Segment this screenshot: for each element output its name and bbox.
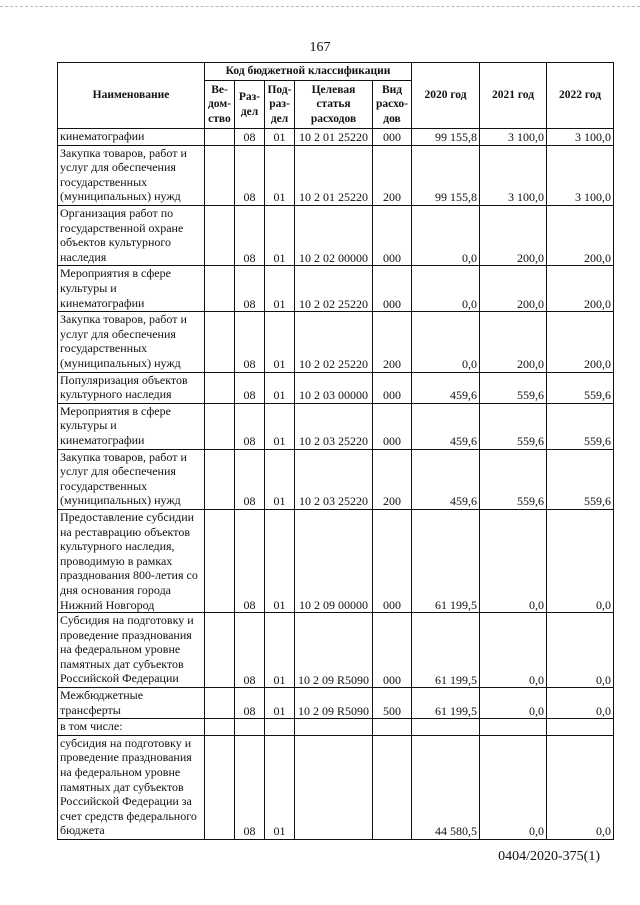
row-expense-type: 200 bbox=[373, 312, 412, 372]
row-expense-type: 500 bbox=[373, 688, 412, 719]
row-amount-2021 bbox=[480, 719, 547, 736]
row-podrazdel: 01 bbox=[265, 449, 295, 509]
row-expense-type: 000 bbox=[373, 372, 412, 403]
row-target-article bbox=[295, 735, 373, 839]
table-row bbox=[58, 719, 614, 736]
row-target-article: 10 2 01 25220 bbox=[295, 145, 373, 205]
budget-table bbox=[57, 62, 614, 840]
row-podrazdel: 01 bbox=[265, 205, 295, 265]
row-podrazdel: 01 bbox=[265, 312, 295, 372]
row-expense-type: 000 bbox=[373, 613, 412, 688]
row-amount-2021: 559,6 bbox=[480, 449, 547, 509]
table-row bbox=[58, 205, 614, 265]
row-name: кинематографии bbox=[58, 129, 205, 146]
row-vedomstvo bbox=[205, 735, 235, 839]
row-razdel: 08 bbox=[235, 129, 265, 146]
row-podrazdel: 01 bbox=[265, 372, 295, 403]
row-razdel: 08 bbox=[235, 145, 265, 205]
row-amount-2020 bbox=[412, 719, 480, 736]
row-podrazdel: 01 bbox=[265, 403, 295, 449]
row-name: Мероприятия в сфере культуры и кинематографии bbox=[58, 266, 205, 312]
row-vedomstvo bbox=[205, 145, 235, 205]
row-amount-2021: 559,6 bbox=[480, 372, 547, 403]
header-name: Наименование bbox=[58, 63, 205, 129]
header-expense-type: Вид расхо-дов bbox=[373, 81, 412, 129]
table-row bbox=[58, 403, 614, 449]
row-amount-2020: 99 155,8 bbox=[412, 145, 480, 205]
row-razdel: 08 bbox=[235, 509, 265, 612]
row-amount-2022: 0,0 bbox=[547, 735, 614, 839]
row-amount-2021: 0,0 bbox=[480, 509, 547, 612]
row-amount-2020: 459,6 bbox=[412, 449, 480, 509]
row-name: Закупка товаров, работ и услуг для обеспечения государственных (муниципальных) нужд bbox=[58, 312, 205, 372]
table-row bbox=[58, 735, 614, 839]
row-target-article: 10 2 03 25220 bbox=[295, 449, 373, 509]
row-razdel: 08 bbox=[235, 372, 265, 403]
row-razdel: 08 bbox=[235, 735, 265, 839]
row-amount-2022: 3 100,0 bbox=[547, 145, 614, 205]
header-2022: 2022 год bbox=[547, 63, 614, 129]
row-name: Мероприятия в сфере культуры и кинематографии bbox=[58, 403, 205, 449]
row-target-article: 10 2 09 R5090 bbox=[295, 613, 373, 688]
row-podrazdel: 01 bbox=[265, 129, 295, 146]
row-podrazdel: 01 bbox=[265, 266, 295, 312]
row-razdel: 08 bbox=[235, 266, 265, 312]
header-budget-classification: Код бюджетной классификации bbox=[205, 63, 412, 81]
row-name: Популяризация объектов культурного наследия bbox=[58, 372, 205, 403]
row-target-article: 10 2 02 00000 bbox=[295, 205, 373, 265]
row-amount-2022: 200,0 bbox=[547, 205, 614, 265]
header-2021: 2021 год bbox=[480, 63, 547, 129]
row-vedomstvo bbox=[205, 613, 235, 688]
row-name: Межбюджетные трансферты bbox=[58, 688, 205, 719]
row-target-article: 10 2 03 00000 bbox=[295, 372, 373, 403]
row-expense-type: 200 bbox=[373, 145, 412, 205]
header-2020: 2020 год bbox=[412, 63, 480, 129]
row-name: Закупка товаров, работ и услуг для обеспечения государственных (муниципальных) нужд bbox=[58, 449, 205, 509]
row-vedomstvo bbox=[205, 372, 235, 403]
header-podrazdel: Под-раз-дел bbox=[265, 81, 295, 129]
row-amount-2020: 99 155,8 bbox=[412, 129, 480, 146]
row-amount-2021: 559,6 bbox=[480, 403, 547, 449]
row-razdel bbox=[235, 719, 265, 736]
row-name: субсидия на подготовку и проведение празднования на федеральном уровне памятных дат субъектов Российской Федерации за счет средств федерального бюджета bbox=[58, 735, 205, 839]
row-podrazdel: 01 bbox=[265, 145, 295, 205]
row-target-article: 10 2 02 25220 bbox=[295, 312, 373, 372]
row-name: Закупка товаров, работ и услуг для обеспечения государственных (муниципальных) нужд bbox=[58, 145, 205, 205]
row-podrazdel: 01 bbox=[265, 688, 295, 719]
row-amount-2022: 559,6 bbox=[547, 372, 614, 403]
row-amount-2021: 200,0 bbox=[480, 205, 547, 265]
row-amount-2020: 459,6 bbox=[412, 403, 480, 449]
row-name: Предоставление субсидии на реставрацию объектов культурного наследия, проводимую в рамках празднования 800-летия со дня основания города Нижний Новгород bbox=[58, 509, 205, 612]
table-row bbox=[58, 312, 614, 372]
row-expense-type: 000 bbox=[373, 129, 412, 146]
row-amount-2020: 44 580,5 bbox=[412, 735, 480, 839]
row-amount-2022 bbox=[547, 719, 614, 736]
row-amount-2022: 559,6 bbox=[547, 449, 614, 509]
header-vedomstvo: Ве-дом-ство bbox=[205, 81, 235, 129]
table-row bbox=[58, 613, 614, 688]
row-amount-2021: 0,0 bbox=[480, 735, 547, 839]
table-row bbox=[58, 266, 614, 312]
row-name: в том числе: bbox=[58, 719, 205, 736]
row-name: Организация работ по государственной охране объектов культурного наследия bbox=[58, 205, 205, 265]
row-target-article: 10 2 09 00000 bbox=[295, 509, 373, 612]
table-row bbox=[58, 129, 614, 146]
row-expense-type: 200 bbox=[373, 449, 412, 509]
row-target-article: 10 2 02 25220 bbox=[295, 266, 373, 312]
row-razdel: 08 bbox=[235, 613, 265, 688]
row-target-article: 10 2 03 25220 bbox=[295, 403, 373, 449]
row-vedomstvo bbox=[205, 688, 235, 719]
row-amount-2021: 3 100,0 bbox=[480, 145, 547, 205]
row-amount-2021: 0,0 bbox=[480, 613, 547, 688]
row-expense-type: 000 bbox=[373, 266, 412, 312]
table-row bbox=[58, 145, 614, 205]
row-podrazdel: 01 bbox=[265, 613, 295, 688]
row-razdel: 08 bbox=[235, 403, 265, 449]
row-name: Субсидия на подготовку и проведение празднования на федеральном уровне памятных дат субъектов Российской Федерации bbox=[58, 613, 205, 688]
row-razdel: 08 bbox=[235, 688, 265, 719]
row-amount-2020: 61 199,5 bbox=[412, 613, 480, 688]
row-expense-type: 000 bbox=[373, 509, 412, 612]
table-row bbox=[58, 449, 614, 509]
row-amount-2021: 0,0 bbox=[480, 688, 547, 719]
row-vedomstvo bbox=[205, 449, 235, 509]
row-expense-type bbox=[373, 735, 412, 839]
page-number: 167 bbox=[309, 40, 331, 55]
row-amount-2022: 200,0 bbox=[547, 266, 614, 312]
row-podrazdel: 01 bbox=[265, 509, 295, 612]
row-amount-2022: 559,6 bbox=[547, 403, 614, 449]
row-amount-2020: 0,0 bbox=[412, 266, 480, 312]
row-amount-2022: 200,0 bbox=[547, 312, 614, 372]
row-podrazdel bbox=[265, 719, 295, 736]
row-razdel: 08 bbox=[235, 449, 265, 509]
row-razdel: 08 bbox=[235, 205, 265, 265]
row-amount-2022: 0,0 bbox=[547, 509, 614, 612]
row-vedomstvo bbox=[205, 719, 235, 736]
header-target-article: Целевая статья расходов bbox=[295, 81, 373, 129]
row-amount-2020: 0,0 bbox=[412, 205, 480, 265]
row-podrazdel: 01 bbox=[265, 735, 295, 839]
row-amount-2021: 3 100,0 bbox=[480, 129, 547, 146]
row-vedomstvo bbox=[205, 205, 235, 265]
row-amount-2020: 0,0 bbox=[412, 312, 480, 372]
row-amount-2021: 200,0 bbox=[480, 266, 547, 312]
row-expense-type: 000 bbox=[373, 205, 412, 265]
row-amount-2022: 0,0 bbox=[547, 613, 614, 688]
row-vedomstvo bbox=[205, 266, 235, 312]
row-target-article: 10 2 09 R5090 bbox=[295, 688, 373, 719]
document-code: 0404/2020-375(1) bbox=[498, 849, 600, 864]
row-amount-2020: 61 199,5 bbox=[412, 509, 480, 612]
row-amount-2022: 0,0 bbox=[547, 688, 614, 719]
table-row bbox=[58, 509, 614, 612]
table-row bbox=[58, 372, 614, 403]
row-vedomstvo bbox=[205, 129, 235, 146]
row-vedomstvo bbox=[205, 509, 235, 612]
row-vedomstvo bbox=[205, 312, 235, 372]
row-amount-2021: 200,0 bbox=[480, 312, 547, 372]
row-expense-type: 000 bbox=[373, 403, 412, 449]
row-razdel: 08 bbox=[235, 312, 265, 372]
row-expense-type bbox=[373, 719, 412, 736]
header-razdel: Раз-дел bbox=[235, 81, 265, 129]
row-target-article: 10 2 01 25220 bbox=[295, 129, 373, 146]
row-target-article bbox=[295, 719, 373, 736]
row-amount-2020: 459,6 bbox=[412, 372, 480, 403]
page-top-edge bbox=[0, 6, 640, 7]
row-amount-2020: 61 199,5 bbox=[412, 688, 480, 719]
row-vedomstvo bbox=[205, 403, 235, 449]
row-amount-2022: 3 100,0 bbox=[547, 129, 614, 146]
table-row bbox=[58, 688, 614, 719]
